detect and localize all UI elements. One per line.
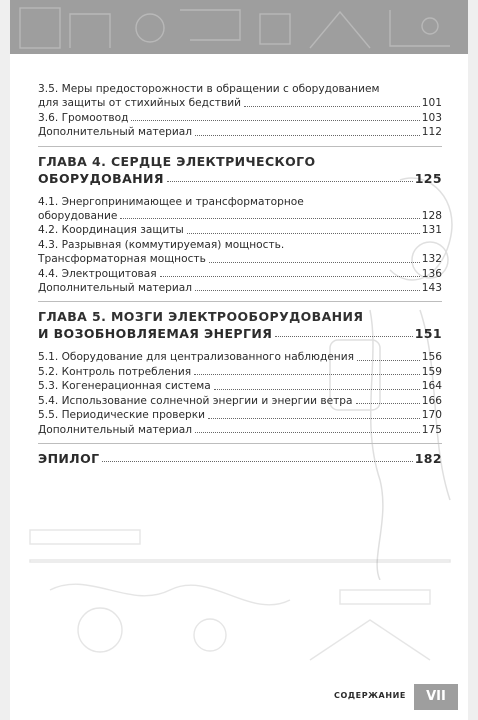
dot-leader xyxy=(195,135,420,136)
toc-entry-title: 4.4. Электрощитовая xyxy=(38,267,157,280)
page-number: 166 xyxy=(421,394,442,407)
toc-entry-title-line: Трансформаторная мощность xyxy=(38,253,206,266)
toc-entry-5-5[interactable] xyxy=(38,408,442,422)
toc-entry-appendix-4[interactable] xyxy=(38,281,442,295)
toc-entry-title: Дополнительный материал xyxy=(38,282,193,295)
toc-entry-title: 5.4. Использование солнечной энергии и энергии ветра xyxy=(38,394,353,407)
dot-leader xyxy=(356,403,420,404)
toc-entry-5-3[interactable] xyxy=(38,379,442,393)
section-divider xyxy=(38,301,442,302)
page-number: 101 xyxy=(421,97,442,110)
dot-leader xyxy=(208,418,420,419)
running-footer-label: СОДЕРЖАНИЕ xyxy=(334,691,406,700)
toc-entry-title: 5.5. Периодические проверки xyxy=(38,409,206,422)
page-number: 151 xyxy=(414,326,442,342)
toc-entry-title: 5.2. Контроль потребления xyxy=(38,365,192,378)
chapter-title-line: ОБОРУДОВАНИЯ xyxy=(38,170,164,186)
toc-entry-4-1[interactable] xyxy=(38,195,442,224)
toc-entry-5-1[interactable] xyxy=(38,350,442,364)
page-number: 164 xyxy=(421,380,442,393)
page-number: 103 xyxy=(421,111,442,124)
toc-entry-title-line: оборудование xyxy=(38,210,118,223)
toc-entry-title: 4.2. Координация защиты xyxy=(38,224,184,237)
dot-leader xyxy=(209,262,420,263)
table-of-contents xyxy=(38,82,442,467)
dot-leader xyxy=(195,432,420,433)
toc-entry-title: Дополнительный материал xyxy=(38,126,193,139)
toc-entry-title: 5.1. Оборудование для централизованного наблюдения xyxy=(38,351,354,364)
toc-entry-4-2[interactable] xyxy=(38,223,442,237)
toc-entry-appendix-5[interactable] xyxy=(38,423,442,437)
page-number: 131 xyxy=(421,224,442,237)
dot-leader xyxy=(120,218,419,219)
toc-entry-4-4[interactable] xyxy=(38,267,442,281)
toc-entry-5-2[interactable] xyxy=(38,365,442,379)
epilogue-heading[interactable] xyxy=(38,450,442,467)
toc-entry-title-line: 4.3. Разрывная (коммутируемая) мощность. xyxy=(38,238,285,251)
dot-leader xyxy=(131,120,419,121)
dot-leader xyxy=(357,360,420,361)
chapter-title-line: ГЛАВА 5. МОЗГИ ЭЛЕКТРООБОРУДОВАНИЯ xyxy=(38,309,364,325)
background-illustration-bottom xyxy=(10,520,468,670)
chapter-5 xyxy=(38,308,442,342)
chapter-heading-4[interactable] xyxy=(38,170,442,187)
toc-entry-4-3[interactable] xyxy=(38,238,442,267)
toc-entry-5-4[interactable] xyxy=(38,394,442,408)
page-number: 128 xyxy=(421,210,442,223)
dot-leader xyxy=(275,336,412,337)
dot-leader xyxy=(102,461,412,462)
toc-entry-3-5[interactable] xyxy=(38,82,442,111)
page-number: 170 xyxy=(421,409,442,422)
toc-entry-title: Дополнительный материал xyxy=(38,423,193,436)
dot-leader xyxy=(187,233,420,234)
dot-leader xyxy=(195,290,420,291)
header-pattern xyxy=(10,0,468,54)
toc-entry-title-line: 4.1. Энергопринимающее и трансформаторное xyxy=(38,195,304,208)
dot-leader xyxy=(160,276,420,277)
epilogue xyxy=(38,450,442,467)
page-number: 112 xyxy=(421,126,442,139)
epilogue-title: ЭПИЛОГ xyxy=(38,450,100,466)
page-number: 136 xyxy=(421,267,442,280)
toc-entry-appendix-3[interactable] xyxy=(38,125,442,139)
chapter-4 xyxy=(38,153,442,187)
dot-leader xyxy=(194,374,420,375)
chapter-title-line: ГЛАВА 4. СЕРДЦЕ ЭЛЕКТРИЧЕСКОГО xyxy=(38,153,316,169)
page-number-tab: VII xyxy=(414,684,458,710)
page-number: 156 xyxy=(421,351,442,364)
page-number: 159 xyxy=(421,365,442,378)
section-divider xyxy=(38,146,442,147)
page-number: 125 xyxy=(414,170,442,186)
toc-entry-title-line: для защиты от стихийных бедствий xyxy=(38,97,241,110)
chapter-title-line: И ВОЗОБНОВЛЯЕМАЯ ЭНЕРГИЯ xyxy=(38,326,273,342)
toc-entry-title: 5.3. Когенерационная система xyxy=(38,380,211,393)
dot-leader xyxy=(167,181,413,182)
toc-entry-title: 3.6. Громоотвод xyxy=(38,111,129,124)
dot-leader xyxy=(244,106,420,107)
page-number: 143 xyxy=(421,282,442,295)
toc-entry-title-line: 3.5. Меры предосторожности в обращении с оборудованием xyxy=(38,83,380,95)
page-footer xyxy=(308,676,458,720)
page-number: 175 xyxy=(421,423,442,436)
page-number: 182 xyxy=(414,450,442,466)
chapter-heading-5[interactable] xyxy=(38,325,442,342)
toc-entry-3-6[interactable] xyxy=(38,111,442,125)
dot-leader xyxy=(214,389,420,390)
section-divider xyxy=(38,443,442,444)
page-number: 132 xyxy=(421,253,442,266)
